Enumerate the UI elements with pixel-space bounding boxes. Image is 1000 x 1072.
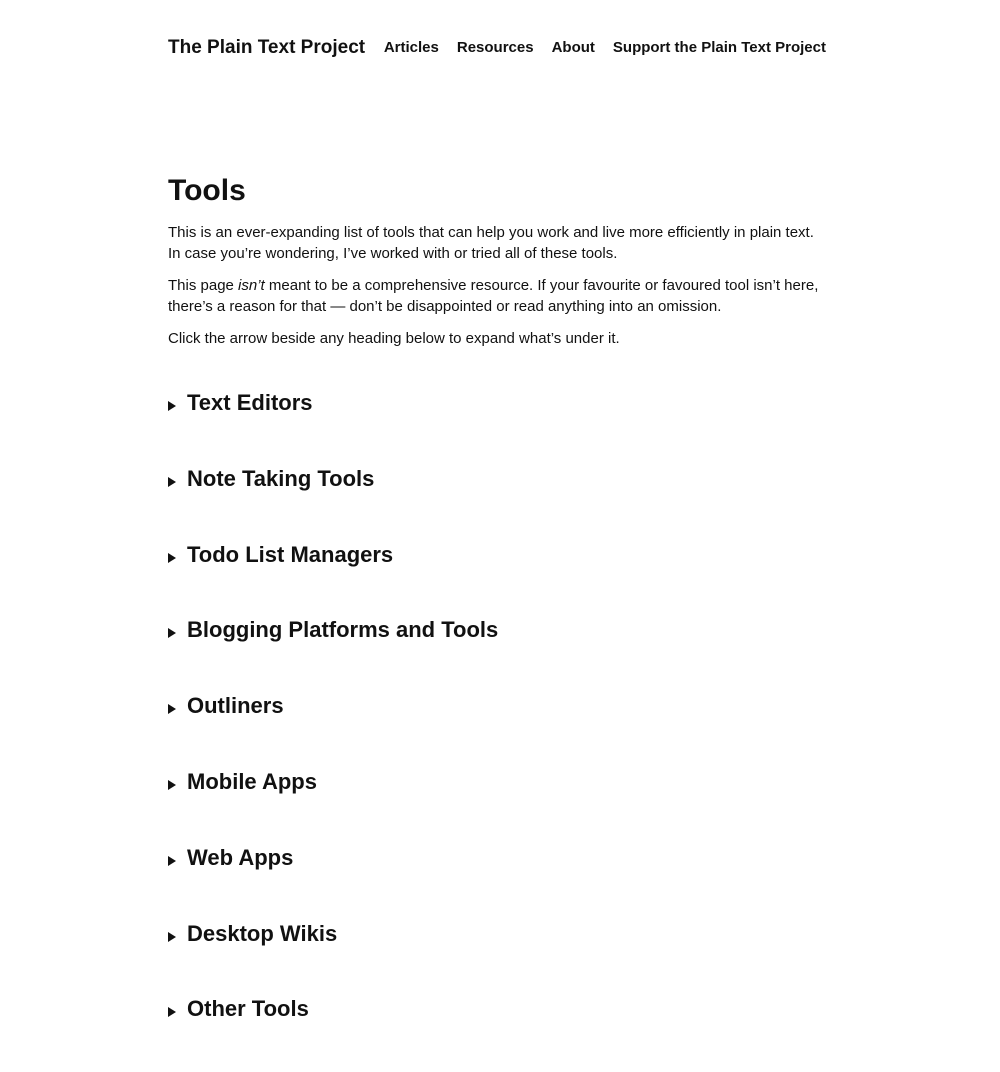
triangle-right-icon[interactable] bbox=[168, 704, 176, 714]
section-heading[interactable]: Blogging Platforms and Tools bbox=[187, 617, 499, 643]
intro-paragraph-2-start: This page bbox=[168, 277, 239, 294]
emphasis-text: isn’t bbox=[238, 277, 265, 294]
section-heading[interactable]: Text Editors bbox=[187, 390, 313, 415]
nav-link-resources[interactable]: Resources bbox=[456, 39, 534, 56]
section-todo-list-managers[interactable] bbox=[168, 542, 830, 618]
nav-link-articles[interactable]: Articles bbox=[383, 39, 439, 56]
site-header bbox=[168, 36, 826, 60]
nav-link-about[interactable]: About bbox=[551, 39, 595, 56]
page-title: Tools bbox=[168, 174, 246, 207]
intro-text bbox=[168, 222, 830, 349]
triangle-right-icon[interactable] bbox=[168, 477, 176, 487]
triangle-right-icon[interactable] bbox=[168, 1007, 176, 1017]
section-heading[interactable]: Todo List Managers bbox=[187, 541, 394, 567]
section-text-editors[interactable] bbox=[168, 390, 830, 466]
intro-paragraph-2 bbox=[168, 275, 830, 317]
main-nav bbox=[384, 36, 826, 60]
section-mobile-apps[interactable] bbox=[168, 769, 830, 845]
section-heading[interactable]: Mobile Apps bbox=[187, 768, 317, 794]
section-outliners[interactable] bbox=[168, 693, 830, 769]
intro-paragraph-2-end: meant to be a comprehensive resource. If your favourite or favoured tool isn’t here, there’s a reason for that — don’t be disappointed or read anything into an omission. bbox=[168, 277, 819, 315]
main-content bbox=[168, 170, 830, 1072]
section-heading[interactable]: Outliners bbox=[187, 693, 284, 719]
triangle-right-icon[interactable] bbox=[168, 780, 176, 790]
triangle-right-icon[interactable] bbox=[168, 856, 176, 866]
triangle-right-icon[interactable] bbox=[168, 553, 176, 563]
section-blogging-platforms[interactable] bbox=[168, 617, 830, 693]
site-title-link[interactable]: The Plain Text Project bbox=[168, 37, 366, 58]
tool-sections-list bbox=[168, 390, 830, 1072]
section-other-tools[interactable] bbox=[168, 996, 830, 1072]
triangle-right-icon[interactable] bbox=[168, 401, 176, 411]
triangle-right-icon[interactable] bbox=[168, 628, 176, 638]
section-web-apps[interactable] bbox=[168, 845, 830, 921]
intro-paragraph-1: This is an ever-expanding list of tools that can help you work and live more efficiently in plain text. In case you’re wondering, I’ve worked with or tried all of these tools. bbox=[168, 224, 814, 262]
section-note-taking-tools[interactable] bbox=[168, 466, 830, 542]
section-heading[interactable]: Desktop Wikis bbox=[187, 920, 338, 946]
intro-paragraph-3: Click the arrow beside any heading below to expand what’s under it. bbox=[168, 330, 620, 347]
section-heading[interactable]: Other Tools bbox=[187, 996, 309, 1022]
section-desktop-wikis[interactable] bbox=[168, 921, 830, 997]
nav-link-support[interactable]: Support the Plain Text Project bbox=[612, 39, 826, 56]
triangle-right-icon[interactable] bbox=[168, 932, 176, 942]
section-heading[interactable]: Web Apps bbox=[187, 844, 294, 870]
section-heading[interactable]: Note Taking Tools bbox=[187, 465, 375, 491]
